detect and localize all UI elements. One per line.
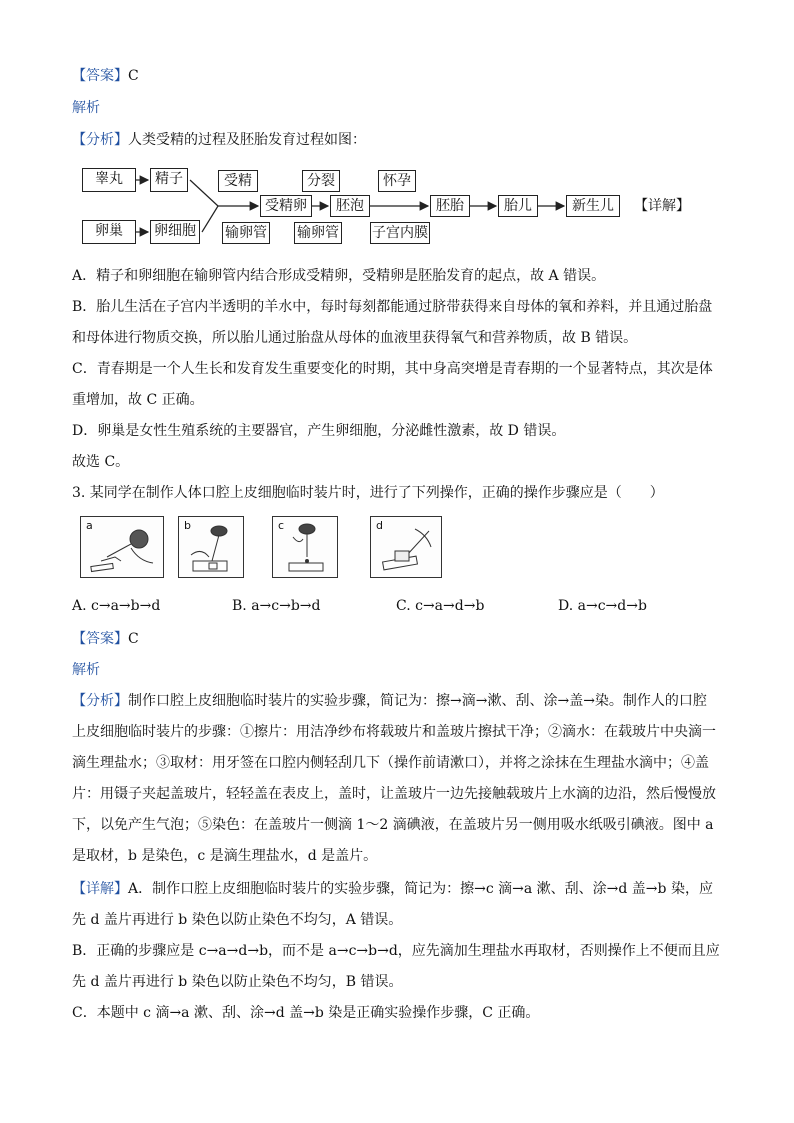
figure-c-drop-saline: [272, 516, 338, 578]
q2-option-a: A．精子和卵细胞在输卵管内结合形成受精卵，受精卵是胚胎发育的起点，故 A 错误。: [72, 268, 606, 284]
q2-option-b-line1: B．胎儿生活在子宫内半透明的羊水中，每时每刻都能通过脐带获得来自母体的氧和养料，并且通过胎盘: [72, 299, 713, 315]
box-ovary: 卵巢: [82, 220, 136, 244]
box-oviduct-2: 输卵管: [294, 222, 342, 244]
q3-detail-line-5: C．本题中 c 滴→a 漱、刮、涂→d 盖→b 染是正确实验操作步骤，C 正确。: [72, 1005, 540, 1021]
figure-d-cover-slip: [370, 516, 442, 578]
q3-choice-b: B. a→c→b→d: [232, 598, 321, 614]
box-testis: 睾丸: [82, 168, 136, 192]
box-oviduct-1: 输卵管: [222, 222, 270, 244]
box-blastocyst: 胚泡: [330, 195, 370, 217]
figure-b-label: b: [184, 519, 191, 532]
box-egg: 卵细胞: [150, 220, 200, 244]
box-zygote: 受精卵: [260, 195, 312, 217]
q3-detail-line-4: 先 d 盖片再进行 b 染色以防止染色不均匀，B 错误。: [72, 974, 403, 990]
q3-question: 3. 某同学在制作人体口腔上皮细胞临时装片时，进行了下列操作，正确的操作步骤应是（ ）: [72, 485, 664, 501]
detail-label-text: 【详解】: [634, 198, 690, 214]
figure-d-label: d: [376, 519, 383, 532]
q3-fenxi-text-1: 制作口腔上皮细胞临时装片的实验步骤，简记为：擦→滴→漱、刮、涂→盖→染。制作人的口腔: [128, 693, 707, 709]
box-fetus: 胎儿: [498, 195, 538, 217]
figure-a-mouth-scrape: [80, 516, 164, 578]
box-embryo: 胚胎: [430, 195, 470, 217]
box-uterus: 子宫内膜: [370, 222, 430, 244]
diagram-arrows: [0, 0, 794, 300]
q3-answer-label: 【答案】: [72, 631, 128, 647]
figure-b-staining: [178, 516, 244, 578]
q3-detail-line-2: 先 d 盖片再进行 b 染色以防止染色不均匀，A 错误。: [72, 912, 403, 928]
q3-fenxi-line-3: 滴生理盐水；③取材：用牙签在口腔内侧轻刮几下（操作前请漱口），并将之涂抹在生理盐水滴中；④盖: [72, 755, 709, 771]
q3-fenxi-line-1: [72, 691, 707, 711]
q3-choice-d: D. a→c→d→b: [558, 598, 647, 614]
fenxi-text: 人类受精的过程及胚胎发育过程如图：: [128, 132, 366, 148]
q2-conclusion: 故选 C。: [72, 454, 130, 470]
figure-a-sketch: [81, 517, 163, 577]
box-sperm: 精子: [150, 168, 188, 192]
q3-answer-value: C: [128, 631, 139, 647]
q3-fenxi-line-5: 下，以免产生气泡；⑤染色：在盖玻片一侧滴 1～2 滴碘液，在盖玻片另一侧用吸水纸吸引碘液。图中 a: [72, 817, 714, 833]
answer-label: 【答案】: [72, 68, 128, 84]
q3-detail-text-1: A．制作口腔上皮细胞临时装片的实验步骤，简记为：擦→c 滴→a 漱、刮、涂→d 盖→b 染，应: [128, 881, 713, 897]
figure-c-label: c: [278, 519, 285, 532]
q3-choice-a: A. c→a→b→d: [72, 598, 161, 614]
q3-fenxi-line-6: 是取材，b 是染色，c 是滴生理盐水，d 是盖片。: [72, 848, 378, 864]
q3-detail-line-3: B．正确的步骤应是 c→a→d→b，而不是 a→c→b→d，应先滴加生理盐水再取材，否则操作上不便而且应: [72, 943, 720, 959]
box-newborn: 新生儿: [566, 195, 620, 217]
q2-option-c-line1: C．青春期是一个人生长和发育发生重要变化的时期，其中身高突增是青春期的一个显著特点，其次是体: [72, 361, 713, 377]
q3-choice-c: C. c→a→d→b: [396, 598, 485, 614]
box-division: 分裂: [302, 170, 340, 192]
fenxi-label: 【分析】: [72, 132, 128, 148]
q3-fenxi-line-2: 上皮细胞临时装片的步骤：①擦片：用洁净纱布将载玻片和盖玻片擦拭干净；②滴水：在载玻片中央滴一: [72, 724, 716, 740]
q3-detail-label: 【详解】: [72, 881, 128, 897]
q2-option-d: D．卵巢是女性生殖系统的主要器官，产生卵细胞，分泌雌性激素，故 D 错误。: [72, 423, 566, 439]
q2-option-b-line2: 和母体进行物质交换，所以胎儿通过胎盘从母体的血液里获得氧气和营养物质，故 B 错误。: [72, 330, 638, 346]
q3-answer-line: [72, 629, 139, 649]
q3-fenxi-label: 【分析】: [72, 693, 128, 709]
q3-analysis-heading: [72, 660, 100, 680]
box-pregnancy: 怀孕: [378, 170, 416, 192]
answer-value: C: [128, 68, 139, 84]
q3-detail-line-1: [72, 879, 713, 899]
figure-a-label: a: [86, 519, 93, 532]
q2-option-c-line2: 重增加，故 C 正确。: [72, 392, 204, 408]
analysis-label: 解析: [72, 100, 100, 116]
box-fertilization: 受精: [218, 170, 258, 192]
q3-analysis-label: 解析: [72, 662, 100, 678]
q3-fenxi-line-4: 片：用镊子夹起盖玻片，轻轻盖在表皮上，盖时，让盖玻片一边先接触载玻片上水滴的边沿，然后慢慢放: [72, 786, 716, 802]
